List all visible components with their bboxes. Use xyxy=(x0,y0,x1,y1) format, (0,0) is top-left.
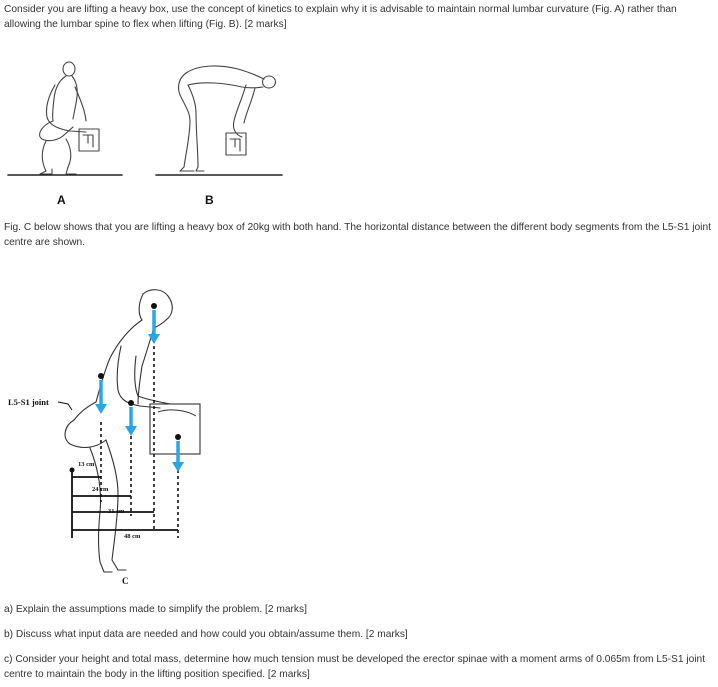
figure-a-squat-person xyxy=(40,62,99,174)
figure-b-stoop-person xyxy=(179,66,276,171)
distance-label-31cm: 31 cm xyxy=(108,508,125,515)
distance-label-13cm: 13 cm xyxy=(78,461,95,468)
figure-c-illustration xyxy=(0,280,240,590)
question-a: a) Explain the assumptions made to simplify the problem. [2 marks] xyxy=(4,604,307,615)
figure-c-caption: C xyxy=(122,576,129,586)
figure-b-label: B xyxy=(205,193,214,207)
question-intro: Consider you are lifting a heavy box, use the concept of kinetics to explain why it is advisable to maintain normal lumbar curvature (Fig. A) rather than allowing the lumbar spine to flex when lifting (Fig. B). [2 marks] xyxy=(4,4,677,30)
figure-ab-illustration xyxy=(0,55,300,185)
question-b: b) Discuss what input data are needed and how could you obtain/assume them. [2 marks] xyxy=(4,629,408,640)
figure-a-label: A xyxy=(57,193,66,207)
figure-c-box xyxy=(150,404,200,454)
distance-label-48cm: 48 cm xyxy=(124,533,141,540)
distance-label-24cm: 24 cm xyxy=(92,486,109,493)
l5-s1-joint-label: L5-S1 joint xyxy=(8,397,49,407)
question-c: c) Consider your height and total mass, determine how much tension must be developed the erector spinae with a moment arms of 0.065m from L5-S1 joint centre to maintain the body in the lifting position specified. [2 marks] xyxy=(4,654,706,680)
figure-c-intro: Fig. C below shows that you are lifting a heavy box of 20kg with both hand. The horizontal distance between the different body segments from the L5-S1 joint centre are shown. xyxy=(4,222,711,248)
